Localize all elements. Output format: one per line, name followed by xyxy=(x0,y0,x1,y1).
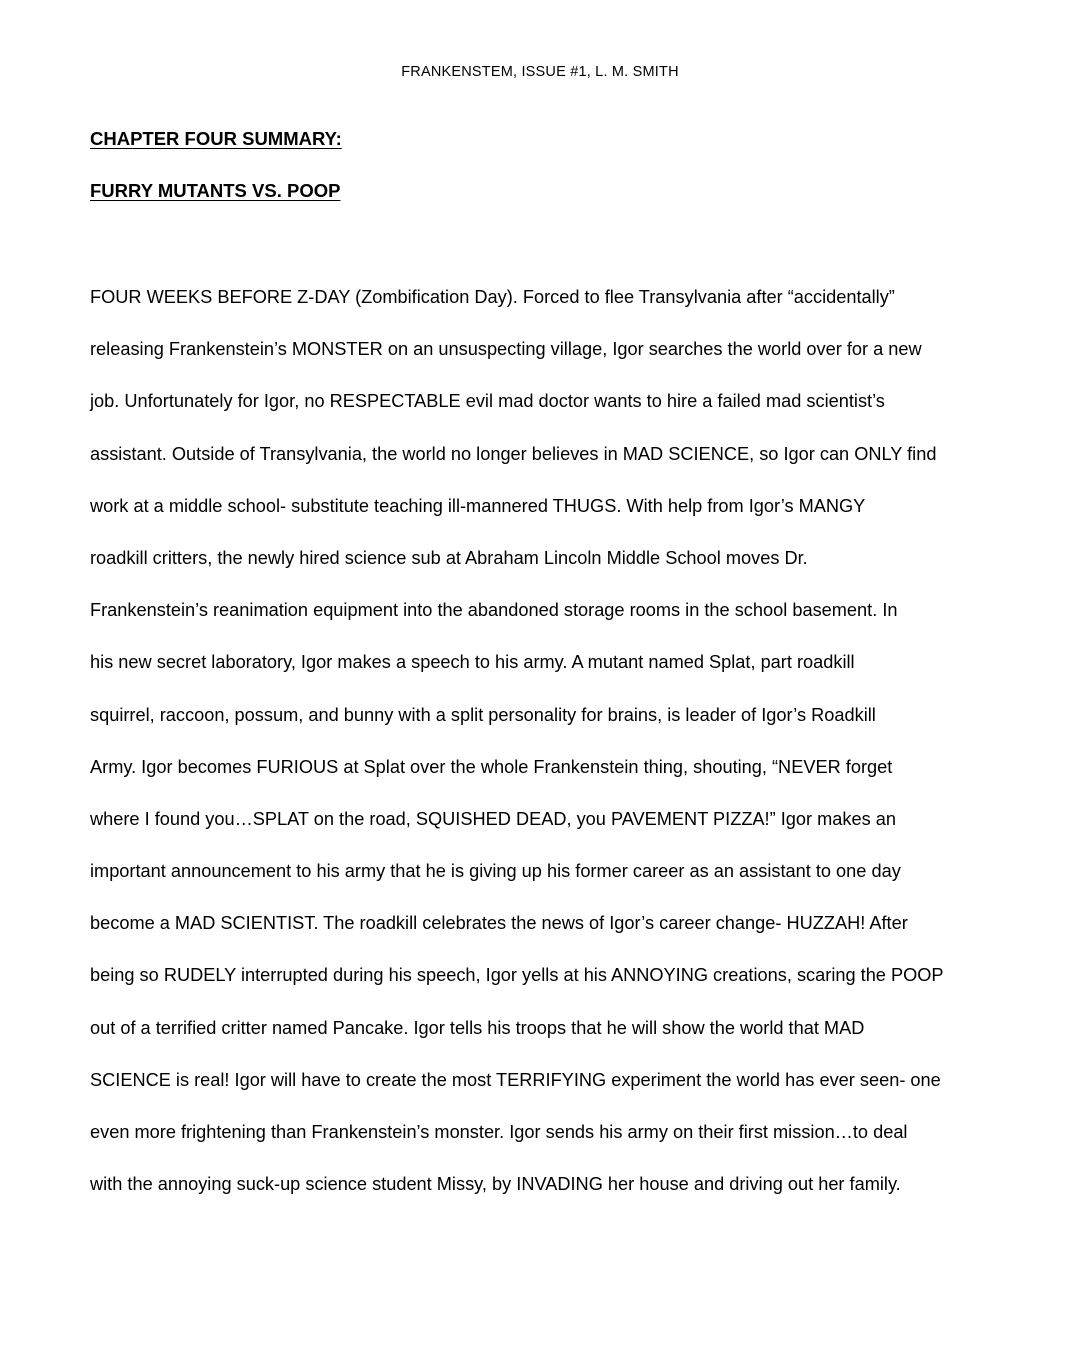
paragraph-line: FOUR WEEKS BEFORE Z-DAY (Zombification Day). Forced to flee Transylvania after “accidentally” xyxy=(90,287,895,307)
paragraph-line: important announcement to his army that he is giving up his former career as an assistant to one day xyxy=(90,861,901,882)
chapter-subtitle: FURRY MUTANTS VS. POOP xyxy=(90,180,341,201)
paragraph-line: become a MAD SCIENTIST. The roadkill celebrates the news of Igor’s career change- HUZZAH! After xyxy=(90,913,908,934)
paragraph-line: work at a middle school- substitute teaching ill-mannered THUGS. With help from Igor’s MANGY xyxy=(90,495,866,516)
paragraph-line: SCIENCE is real! Igor will have to create the most TERRIFYING experiment the world has ever seen- one xyxy=(90,1069,941,1090)
paragraph-line: squirrel, raccoon, possum, and bunny with a split personality for brains, is leader of Igor’s Roadkill xyxy=(90,704,876,725)
paragraph-line: roadkill critters, the newly hired science sub at Abraham Lincoln Middle School moves Dr. xyxy=(90,547,808,568)
running-header: FRANKENSTEM, ISSUE #1, L. M. SMITH xyxy=(401,64,679,80)
paragraph-line: with the annoying suck-up science student Missy, by INVADING her house and driving out her family. xyxy=(90,1174,901,1195)
paragraph-line: job. Unfortunately for Igor, no RESPECTABLE evil mad doctor wants to hire a failed mad scientist’s xyxy=(90,391,885,412)
paragraph-line: releasing Frankenstein’s MONSTER on an unsuspecting village, Igor searches the world over for a new xyxy=(90,339,922,360)
paragraph-line: out of a terrified critter named Pancake. Igor tells his troops that he will show the world that MAD xyxy=(90,1017,865,1038)
paragraph-line: Army. Igor becomes FURIOUS at Splat over the whole Frankenstein thing, shouting, “NEVER forget xyxy=(90,756,893,777)
paragraph-line: being so RUDELY interrupted during his speech, Igor yells at his ANNOYING creations, scaring the POOP xyxy=(90,965,944,986)
paragraph-line: where I found you…SPLAT on the road, SQUISHED DEAD, you PAVEMENT PIZZA!” Igor makes an xyxy=(90,808,896,829)
paragraph-line: even more frightening than Frankenstein’s monster. Igor sends his army on their first mission…to deal xyxy=(90,1122,908,1142)
paragraph-line: Frankenstein’s reanimation equipment into the abandoned storage rooms in the school basement. In xyxy=(90,600,898,621)
paragraph-line: his new secret laboratory, Igor makes a speech to his army. A mutant named Splat, part roadkill xyxy=(90,652,855,673)
summary-paragraph xyxy=(90,284,1000,1223)
paragraph-line: assistant. Outside of Transylvania, the world no longer believes in MAD SCIENCE, so Igor can ONLY find xyxy=(90,443,937,464)
chapter-title: CHAPTER FOUR SUMMARY: xyxy=(90,128,342,149)
